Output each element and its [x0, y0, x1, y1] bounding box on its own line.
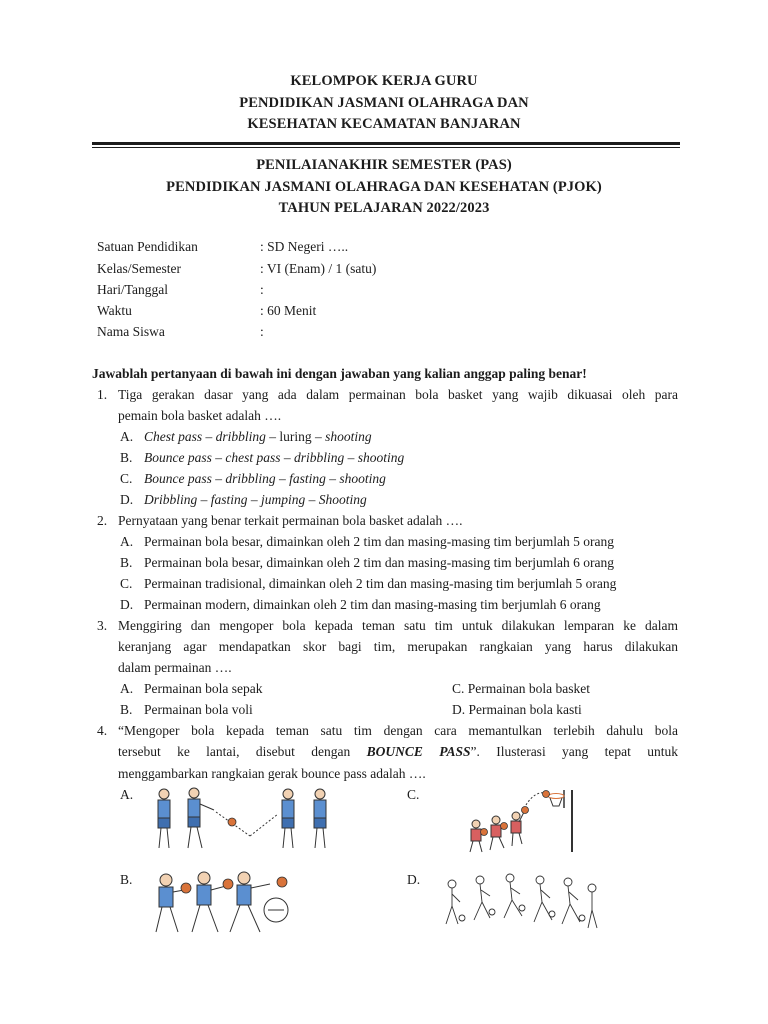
q3-option-a: Permainan bola sepak	[144, 681, 263, 696]
illustration-a-bounce-pass	[150, 786, 340, 854]
q3-option-b: Permainan bola voli	[144, 702, 253, 717]
q1-option-d: Dribbling – fasting – jumping – Shooting	[144, 492, 367, 507]
question-3-line-1: Menggiring dan mengoper bola kepada teman satu tim untuk dilakukan lemparan ke dalam	[118, 618, 678, 633]
q1-option-b: Bounce pass – chest pass – dribbling – shooting	[144, 450, 405, 465]
question-4-line-3: menggambarkan rangkaian gerak bounce pass adalah ….	[118, 766, 426, 781]
header-line-2: PENDIDIKAN JASMANI OLAHRAGA DAN	[239, 95, 529, 111]
header-rule-thick	[92, 142, 680, 145]
info-label-school: Satuan Pendidikan	[97, 239, 198, 254]
q3-option-a-letter: A.	[120, 681, 134, 696]
q2-option-b: Permainan bola besar, dimainkan oleh 2 tim dan masing-masing tim berjumlah 6 orang	[144, 555, 614, 570]
question-3-number: 3.	[97, 618, 108, 633]
exam-subject: PENDIDIKAN JASMANI OLAHRAGA DAN KESEHATAN (PJOK)	[166, 179, 602, 195]
exam-year: TAHUN PELAJARAN 2022/2023	[278, 200, 490, 216]
question-1-number: 1.	[97, 387, 108, 402]
question-4-line-1: “Mengoper bola kepada teman satu tim dengan cara memantulkan terlebih dahulu bola	[118, 723, 678, 738]
q2-option-b-letter: B.	[120, 555, 133, 570]
question-4-line-2-end: ”. Ilusterasi yang tepat untuk	[470, 744, 678, 759]
question-1-line-1: Tiga gerakan dasar yang ada dalam permainan bola basket yang wajib dikuasai oleh para	[118, 387, 678, 402]
info-label-time: Waktu	[97, 303, 132, 318]
info-value-date: :	[260, 282, 264, 297]
q1-option-a-part-2: – luring –	[265, 429, 326, 444]
q1-option-c: Bounce pass – dribbling – fasting – shooting	[144, 471, 386, 486]
info-label-class: Kelas/Semester	[97, 261, 181, 276]
instruction: Jawablah pertanyaan di bawah ini dengan jawaban yang kalian anggap paling benar!	[92, 366, 587, 381]
header-rule-thin	[92, 147, 680, 148]
q1-option-c-letter: C.	[120, 471, 133, 486]
q2-option-c: Permainan tradisional, dimainkan oleh 2 tim dan masing-masing tim berjumlah 5 orang	[144, 576, 617, 591]
q2-option-a-letter: A.	[120, 534, 134, 549]
question-4-number: 4.	[97, 723, 108, 738]
q1-option-a-part-3: shooting	[325, 429, 372, 444]
q2-option-a: Permainan bola besar, dimainkan oleh 2 tim dan masing-masing tim berjumlah 5 orang	[144, 534, 614, 549]
info-value-class: : VI (Enam) / 1 (satu)	[260, 261, 377, 276]
header-line-3: KESEHATAN KECAMATAN BANJARAN	[247, 116, 521, 132]
question-4-line-2-start: tersebut ke lantai, disebut dengan	[118, 744, 367, 759]
q1-option-d-letter: D.	[120, 492, 134, 507]
question-4-line-2	[118, 744, 678, 760]
q1-option-b-letter: B.	[120, 450, 133, 465]
q4-option-b-label: B.	[120, 872, 133, 887]
q3-option-d: D. Permainan bola kasti	[452, 702, 582, 717]
q4-option-c-label: C.	[407, 787, 420, 802]
header-line-1: KELOMPOK KERJA GURU	[290, 73, 478, 89]
info-value-school: : SD Negeri …..	[260, 239, 349, 254]
info-value-time: : 60 Menit	[260, 303, 317, 318]
q1-option-a-letter: A.	[120, 429, 134, 444]
info-label-date: Hari/Tanggal	[97, 282, 169, 297]
q2-option-d: Permainan modern, dimainkan oleh 2 tim dan masing-masing tim berjumlah 6 orang	[144, 597, 601, 612]
q3-option-c: C. Permainan bola basket	[452, 681, 590, 696]
q2-option-c-letter: C.	[120, 576, 133, 591]
question-2-line-1: Pernyataan yang benar terkait permainan bola basket adalah ….	[118, 513, 463, 528]
q4-option-d-label: D.	[407, 872, 421, 887]
illustration-b-chest-pass	[152, 868, 302, 940]
question-1-line-2: pemain bola basket adalah ….	[118, 408, 282, 423]
info-label-name: Nama Siswa	[97, 324, 165, 339]
illustration-c-shooting	[462, 786, 587, 856]
q3-option-b-letter: B.	[120, 702, 133, 717]
q4-option-a-label: A.	[120, 787, 134, 802]
bounce-pass-term: BOUNCE PASS	[366, 744, 471, 759]
info-value-name: :	[260, 324, 264, 339]
exam-title: PENILAIANAKHIR SEMESTER (PAS)	[256, 157, 512, 173]
illustration-d-dribbling	[440, 868, 600, 940]
q2-option-d-letter: D.	[120, 597, 134, 612]
question-3-line-3: dalam permainan ….	[118, 660, 232, 675]
q1-option-a	[144, 429, 372, 445]
question-3-line-2: keranjang agar mendapatkan skor bagi tim, merupakan rangkaian yang harus dilakukan	[118, 639, 678, 654]
question-2-number: 2.	[97, 513, 108, 528]
q1-option-a-part-1: Chest pass – dribbling	[144, 429, 266, 444]
